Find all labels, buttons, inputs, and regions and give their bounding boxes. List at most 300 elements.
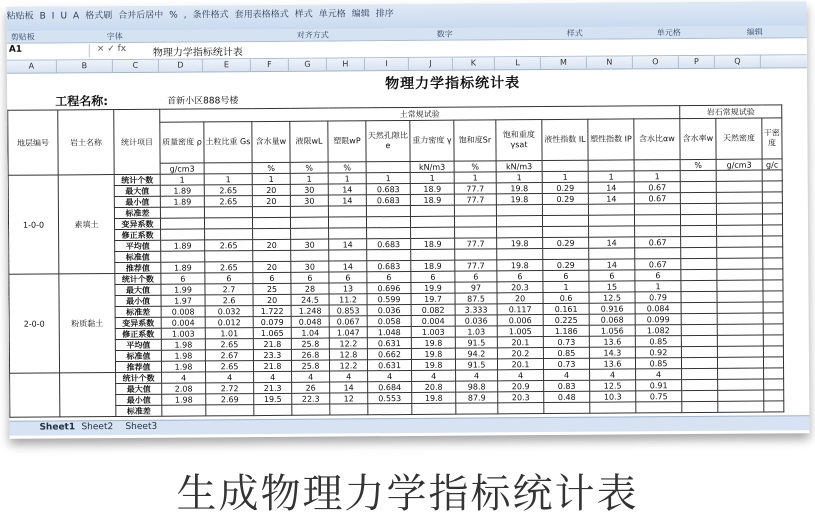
- soil-name-cell[interactable]: 粉质黏土: [59, 274, 116, 373]
- table-cell[interactable]: [161, 251, 205, 262]
- column-header[interactable]: A: [7, 60, 57, 72]
- table-cell[interactable]: 30: [290, 184, 328, 195]
- table-cell[interactable]: 0.853: [329, 305, 367, 316]
- stat-item-cell[interactable]: 统计个数: [116, 372, 162, 383]
- table-cell[interactable]: 0.85: [635, 358, 681, 369]
- table-cell[interactable]: 0.662: [367, 348, 411, 359]
- table-cell[interactable]: 14: [589, 237, 635, 248]
- table-cell[interactable]: [682, 368, 718, 379]
- table-cell[interactable]: [763, 346, 783, 357]
- table-cell[interactable]: 12: [330, 393, 368, 404]
- table-cell[interactable]: [717, 346, 763, 357]
- table-cell[interactable]: 0.683: [367, 260, 411, 271]
- table-cell[interactable]: 30: [290, 195, 328, 206]
- header-stat-item[interactable]: 统计项目: [114, 109, 160, 174]
- table-cell[interactable]: [764, 401, 784, 412]
- table-cell[interactable]: 0.631: [367, 359, 411, 370]
- table-cell[interactable]: [680, 192, 716, 203]
- table-cell[interactable]: [681, 291, 717, 302]
- table-cell[interactable]: [589, 226, 635, 237]
- table-cell[interactable]: 0.036: [367, 304, 411, 315]
- table-cell[interactable]: 20.1: [497, 359, 543, 370]
- table-cell[interactable]: 19.5: [254, 393, 292, 404]
- column-header[interactable]: K: [453, 57, 495, 69]
- header-unit[interactable]: [542, 160, 588, 171]
- header-parameter[interactable]: 重力密度 γ: [410, 120, 454, 161]
- table-cell[interactable]: 21.8: [253, 360, 291, 371]
- table-cell[interactable]: [498, 403, 544, 414]
- stat-item-cell[interactable]: 统计个数: [115, 273, 161, 284]
- table-cell[interactable]: 20: [253, 294, 291, 305]
- stat-item-cell[interactable]: 标准差: [116, 405, 162, 416]
- table-cell[interactable]: 26.8: [291, 349, 329, 360]
- table-cell[interactable]: 0.599: [367, 293, 411, 304]
- table-cell[interactable]: 0.29: [543, 237, 589, 248]
- table-cell[interactable]: [763, 269, 783, 280]
- ribbon-tool-button[interactable]: 编辑: [351, 9, 370, 20]
- table-cell[interactable]: 91.5: [455, 337, 497, 348]
- table-cell[interactable]: 1.97: [161, 295, 205, 306]
- table-cell[interactable]: [763, 258, 783, 269]
- table-cell[interactable]: [497, 227, 543, 238]
- table-cell[interactable]: [717, 302, 763, 313]
- table-cell[interactable]: 1.01: [205, 328, 253, 339]
- table-cell[interactable]: 2.65: [204, 185, 252, 196]
- header-rock-tests[interactable]: 岩石常规试验: [680, 105, 782, 119]
- header-unit[interactable]: g/cm3: [160, 163, 204, 174]
- table-cell[interactable]: 1.048: [367, 326, 411, 337]
- table-cell[interactable]: [717, 280, 763, 291]
- table-cell[interactable]: [543, 248, 589, 259]
- table-cell[interactable]: 0.068: [589, 314, 635, 325]
- table-cell[interactable]: 2.65: [205, 339, 253, 350]
- table-cell[interactable]: [717, 225, 763, 236]
- column-header[interactable]: D: [159, 59, 203, 71]
- ribbon-tool-button[interactable]: 样式: [294, 9, 313, 20]
- table-cell[interactable]: 19.8: [496, 183, 542, 194]
- header-unit[interactable]: %: [454, 161, 496, 172]
- table-cell[interactable]: [252, 206, 290, 217]
- stat-item-cell[interactable]: 标准值: [115, 350, 161, 361]
- table-cell[interactable]: 25.8: [291, 360, 329, 371]
- table-cell[interactable]: [681, 269, 717, 280]
- table-cell[interactable]: 0.067: [329, 316, 367, 327]
- column-header[interactable]: H: [327, 58, 365, 70]
- table-cell[interactable]: 77.7: [454, 194, 496, 205]
- table-cell[interactable]: 1.89: [160, 196, 204, 207]
- table-cell[interactable]: 20.3: [497, 282, 543, 293]
- table-cell[interactable]: [588, 215, 634, 226]
- table-cell[interactable]: 0.048: [291, 316, 329, 327]
- table-cell[interactable]: 1.722: [253, 305, 291, 316]
- column-header[interactable]: Q: [715, 56, 761, 68]
- table-cell[interactable]: [634, 204, 680, 215]
- table-cell[interactable]: 14: [328, 184, 366, 195]
- table-cell[interactable]: [543, 226, 589, 237]
- table-cell[interactable]: [762, 214, 782, 225]
- ribbon-tool-button[interactable]: 条件格式: [192, 10, 229, 21]
- table-cell[interactable]: [290, 217, 328, 228]
- table-cell[interactable]: [763, 280, 783, 291]
- table-cell[interactable]: 1: [328, 173, 366, 184]
- table-cell[interactable]: [762, 203, 782, 214]
- table-cell[interactable]: 87.9: [456, 392, 498, 403]
- table-cell[interactable]: 19.7: [411, 293, 455, 304]
- table-cell[interactable]: 10.3: [590, 391, 636, 402]
- table-cell[interactable]: [254, 404, 292, 415]
- table-cell[interactable]: 19.8: [497, 238, 543, 249]
- table-cell[interactable]: 2.72: [206, 383, 254, 394]
- stat-item-cell[interactable]: 最大值: [115, 284, 161, 295]
- header-soil-name[interactable]: 岩土名称: [58, 110, 114, 175]
- header-parameter[interactable]: 饱和重度 γsat: [496, 120, 542, 161]
- table-cell[interactable]: [205, 251, 253, 262]
- table-cell[interactable]: 1: [366, 172, 410, 183]
- header-unit[interactable]: kN/m3: [410, 161, 454, 172]
- table-cell[interactable]: 20.9: [498, 381, 544, 392]
- table-cell[interactable]: [329, 250, 367, 261]
- table-cell[interactable]: 4: [590, 369, 636, 380]
- ribbon-tool-button[interactable]: 合并后居中: [118, 10, 164, 22]
- column-header[interactable]: C: [113, 60, 159, 72]
- table-cell[interactable]: 0.79: [635, 292, 681, 303]
- table-cell[interactable]: 0.48: [544, 391, 590, 402]
- table-cell[interactable]: 18.9: [411, 238, 455, 249]
- table-cell[interactable]: [716, 214, 762, 225]
- table-cell[interactable]: 25: [253, 283, 291, 294]
- table-cell[interactable]: 0.67: [635, 237, 681, 248]
- table-cell[interactable]: [330, 404, 368, 415]
- table-cell[interactable]: 6: [411, 271, 455, 282]
- table-cell[interactable]: [366, 205, 410, 216]
- table-cell[interactable]: 12.5: [589, 292, 635, 303]
- table-cell[interactable]: 1.186: [543, 325, 589, 336]
- table-cell[interactable]: 2.08: [162, 383, 206, 394]
- table-cell[interactable]: 18.9: [410, 194, 454, 205]
- table-cell[interactable]: 0.67: [634, 182, 680, 193]
- table-cell[interactable]: 1.047: [329, 327, 367, 338]
- table-cell[interactable]: [718, 401, 764, 412]
- ribbon-tool-button[interactable]: %: [169, 10, 178, 21]
- stat-item-cell[interactable]: 统计个数: [114, 174, 160, 185]
- table-cell[interactable]: 1.89: [161, 262, 205, 273]
- table-cell[interactable]: 91.5: [455, 359, 497, 370]
- table-cell[interactable]: [717, 258, 763, 269]
- stat-item-cell[interactable]: 最小值: [114, 196, 160, 207]
- stat-item-cell[interactable]: 变异系数: [115, 317, 161, 328]
- table-cell[interactable]: 4: [330, 371, 368, 382]
- column-header[interactable]: L: [495, 57, 541, 69]
- table-cell[interactable]: 1.98: [161, 361, 205, 372]
- table-cell[interactable]: 30: [291, 239, 329, 250]
- table-cell[interactable]: [682, 379, 718, 390]
- table-cell[interactable]: 0.079: [253, 316, 291, 327]
- table-cell[interactable]: [762, 170, 782, 181]
- table-cell[interactable]: [764, 368, 784, 379]
- header-unit[interactable]: %: [252, 162, 290, 173]
- column-header[interactable]: J: [409, 58, 453, 70]
- table-cell[interactable]: [454, 205, 496, 216]
- table-cell[interactable]: 4: [368, 370, 412, 381]
- table-cell[interactable]: [366, 216, 410, 227]
- table-cell[interactable]: [204, 218, 252, 229]
- table-cell[interactable]: [681, 236, 717, 247]
- table-cell[interactable]: 30: [291, 261, 329, 272]
- table-cell[interactable]: 97: [455, 282, 497, 293]
- table-cell[interactable]: [680, 214, 716, 225]
- table-cell[interactable]: 6: [589, 270, 635, 281]
- table-cell[interactable]: 0.85: [543, 347, 589, 358]
- name-box[interactable]: A1: [9, 44, 90, 58]
- table-cell[interactable]: [497, 249, 543, 260]
- table-cell[interactable]: 11.2: [329, 294, 367, 305]
- table-cell[interactable]: 4: [636, 369, 682, 380]
- table-cell[interactable]: 0.117: [497, 304, 543, 315]
- table-cell[interactable]: [682, 390, 718, 401]
- table-cell[interactable]: 0.73: [543, 358, 589, 369]
- stat-item-cell[interactable]: 标准差: [115, 306, 161, 317]
- table-cell[interactable]: 0.553: [368, 392, 412, 403]
- column-header[interactable]: E: [203, 59, 251, 71]
- table-cell[interactable]: [681, 357, 717, 368]
- table-cell[interactable]: 0.29: [542, 182, 588, 193]
- column-header[interactable]: G: [289, 59, 327, 71]
- table-cell[interactable]: 0.83: [544, 380, 590, 391]
- table-cell[interactable]: 77.7: [455, 260, 497, 271]
- header-parameter[interactable]: 质量密度 ρ: [160, 122, 204, 163]
- column-header[interactable]: I: [365, 58, 409, 70]
- table-cell[interactable]: 20.8: [412, 381, 456, 392]
- table-cell[interactable]: [162, 405, 206, 416]
- table-cell[interactable]: 2.6: [205, 295, 253, 306]
- table-cell[interactable]: [681, 280, 717, 291]
- table-cell[interactable]: 1: [290, 173, 328, 184]
- header-unit[interactable]: [634, 160, 680, 171]
- table-cell[interactable]: 24.5: [291, 294, 329, 305]
- table-cell[interactable]: 0.85: [635, 336, 681, 347]
- table-cell[interactable]: 1.005: [497, 326, 543, 337]
- table-cell[interactable]: 1.003: [161, 328, 205, 339]
- header-parameter[interactable]: 液性指数 IL: [542, 119, 588, 160]
- table-cell[interactable]: 1: [635, 281, 681, 292]
- header-parameter[interactable]: 含水量w: [252, 121, 290, 162]
- table-cell[interactable]: [681, 302, 717, 313]
- table-cell[interactable]: [717, 313, 763, 324]
- stat-item-cell[interactable]: 修正系数: [115, 328, 161, 339]
- ribbon-tool-button[interactable]: U: [60, 11, 68, 22]
- table-cell[interactable]: 0.032: [205, 306, 253, 317]
- table-cell[interactable]: 14.3: [589, 347, 635, 358]
- table-cell[interactable]: [542, 204, 588, 215]
- table-cell[interactable]: 25.8: [291, 338, 329, 349]
- table-cell[interactable]: [253, 250, 291, 261]
- table-cell[interactable]: [367, 227, 411, 238]
- table-cell[interactable]: [717, 269, 763, 280]
- table-cell[interactable]: [763, 313, 783, 324]
- table-cell[interactable]: [764, 390, 784, 401]
- table-cell[interactable]: 19.8: [497, 260, 543, 271]
- table-cell[interactable]: 20.2: [497, 348, 543, 359]
- header-unit[interactable]: g/cm3: [716, 159, 762, 170]
- table-cell[interactable]: [542, 215, 588, 226]
- table-cell[interactable]: [291, 250, 329, 261]
- table-cell[interactable]: 20: [253, 261, 291, 272]
- table-cell[interactable]: 0.004: [161, 317, 205, 328]
- table-cell[interactable]: [763, 291, 783, 302]
- table-cell[interactable]: [544, 402, 590, 413]
- column-header[interactable]: B: [57, 60, 113, 72]
- column-header[interactable]: M: [541, 57, 587, 69]
- table-cell[interactable]: 22.3: [292, 393, 330, 404]
- table-cell[interactable]: 1.003: [411, 326, 455, 337]
- table-cell[interactable]: [763, 247, 783, 258]
- table-cell[interactable]: [206, 405, 254, 416]
- table-cell[interactable]: 1: [496, 172, 542, 183]
- stat-item-cell[interactable]: 推荐值: [115, 361, 161, 372]
- table-cell[interactable]: 1.98: [162, 394, 206, 405]
- table-cell[interactable]: [716, 203, 762, 214]
- table-cell[interactable]: 18.9: [410, 183, 454, 194]
- table-cell[interactable]: 6: [497, 271, 543, 282]
- formula-input[interactable]: 物理力学指标统计表: [152, 47, 243, 59]
- table-cell[interactable]: 14: [588, 193, 634, 204]
- header-parameter[interactable]: 塑限wP: [328, 121, 366, 162]
- table-cell[interactable]: 0.75: [636, 391, 682, 402]
- table-cell[interactable]: 1: [634, 171, 680, 182]
- table-cell[interactable]: 4: [292, 371, 330, 382]
- table-cell[interactable]: 13: [329, 283, 367, 294]
- table-cell[interactable]: 1.065: [253, 327, 291, 338]
- sheet-tab[interactable]: Sheet2: [81, 422, 114, 433]
- table-cell[interactable]: 20.3: [498, 392, 544, 403]
- table-cell[interactable]: 0.916: [589, 303, 635, 314]
- table-cell[interactable]: 0.225: [543, 314, 589, 325]
- layer-number-cell[interactable]: 2-0-0: [9, 274, 60, 373]
- table-cell[interactable]: 0.696: [367, 282, 411, 293]
- sheet-tab[interactable]: Sheet3: [125, 421, 158, 432]
- table-cell[interactable]: 0.683: [366, 183, 410, 194]
- stat-item-cell[interactable]: 推荐值: [115, 262, 161, 273]
- table-cell[interactable]: 0.683: [366, 194, 410, 205]
- table-cell[interactable]: [763, 335, 783, 346]
- table-cell[interactable]: 12.2: [329, 360, 367, 371]
- header-unit[interactable]: [366, 161, 410, 172]
- stat-item-cell[interactable]: 最大值: [116, 383, 162, 394]
- table-cell[interactable]: [762, 181, 782, 192]
- table-cell[interactable]: 0.91: [636, 380, 682, 391]
- table-cell[interactable]: 19.8: [411, 348, 455, 359]
- table-cell[interactable]: 6: [329, 272, 367, 283]
- stat-item-cell[interactable]: 修正系数: [115, 229, 161, 240]
- table-cell[interactable]: 0.73: [543, 336, 589, 347]
- table-cell[interactable]: 6: [543, 270, 589, 281]
- table-cell[interactable]: [410, 216, 454, 227]
- table-cell[interactable]: [680, 170, 716, 181]
- table-cell[interactable]: 0.684: [368, 381, 412, 392]
- ribbon-tool-button[interactable]: 套用表格格式: [234, 9, 289, 21]
- header-unit[interactable]: [204, 163, 252, 174]
- stat-item-cell[interactable]: 平均值: [115, 240, 161, 251]
- table-cell[interactable]: [161, 229, 205, 240]
- header-unit[interactable]: %: [290, 162, 328, 173]
- header-unit[interactable]: [588, 160, 634, 171]
- stat-item-cell[interactable]: 变异系数: [114, 218, 160, 229]
- table-cell[interactable]: 14: [330, 382, 368, 393]
- header-parameter[interactable]: 干密度: [762, 118, 782, 159]
- table-cell[interactable]: [717, 291, 763, 302]
- table-cell[interactable]: [635, 248, 681, 259]
- table-cell[interactable]: 1: [160, 174, 204, 185]
- table-cell[interactable]: [763, 225, 783, 236]
- table-cell[interactable]: 6: [205, 273, 253, 284]
- table-cell[interactable]: 12.5: [590, 380, 636, 391]
- table-cell[interactable]: 14: [329, 261, 367, 272]
- table-cell[interactable]: [717, 357, 763, 368]
- table-cell[interactable]: [368, 403, 412, 414]
- table-cell[interactable]: [411, 249, 455, 260]
- column-header[interactable]: P: [679, 56, 715, 68]
- table-cell[interactable]: [412, 403, 456, 414]
- header-parameter[interactable]: 土粒比重 Gs: [204, 122, 252, 163]
- table-cell[interactable]: 0.058: [367, 315, 411, 326]
- table-cell[interactable]: 1.056: [589, 325, 635, 336]
- table-cell[interactable]: 20: [252, 184, 290, 195]
- table-cell[interactable]: [455, 249, 497, 260]
- table-cell[interactable]: 23.3: [253, 349, 291, 360]
- table-cell[interactable]: 1: [204, 174, 252, 185]
- header-layer-number[interactable]: 地层编号: [8, 110, 58, 175]
- table-cell[interactable]: 2.65: [204, 196, 252, 207]
- table-cell[interactable]: 13.6: [589, 358, 635, 369]
- table-cell[interactable]: 4: [498, 370, 544, 381]
- table-cell[interactable]: 1: [543, 281, 589, 292]
- table-cell[interactable]: 1.248: [291, 305, 329, 316]
- table-cell[interactable]: [681, 225, 717, 236]
- header-parameter[interactable]: 饱和度Sr: [454, 120, 496, 161]
- table-cell[interactable]: 6: [291, 272, 329, 283]
- table-cell[interactable]: 21.8: [253, 338, 291, 349]
- table-cell[interactable]: 2.65: [205, 262, 253, 273]
- table-cell[interactable]: [410, 205, 454, 216]
- table-cell[interactable]: [764, 379, 784, 390]
- table-cell[interactable]: [496, 216, 542, 227]
- table-cell[interactable]: [681, 247, 717, 258]
- table-cell[interactable]: 19.8: [496, 194, 542, 205]
- soil-name-cell[interactable]: [60, 373, 116, 417]
- table-cell[interactable]: [682, 401, 718, 412]
- table-cell[interactable]: [635, 226, 681, 237]
- table-cell[interactable]: [763, 236, 783, 247]
- table-cell[interactable]: 26: [292, 382, 330, 393]
- table-cell[interactable]: 6: [455, 271, 497, 282]
- table-cell[interactable]: [588, 204, 634, 215]
- table-cell[interactable]: 0.008: [161, 306, 205, 317]
- table-cell[interactable]: [455, 227, 497, 238]
- table-cell[interactable]: 19.8: [411, 337, 455, 348]
- table-cell[interactable]: 0.683: [367, 238, 411, 249]
- table-cell[interactable]: 19.8: [412, 392, 456, 403]
- table-cell[interactable]: 0.67: [634, 193, 680, 204]
- stat-item-cell[interactable]: 标准值: [115, 251, 161, 262]
- stat-item-cell[interactable]: 最大值: [114, 185, 160, 196]
- table-cell[interactable]: 1: [454, 172, 496, 183]
- table-cell[interactable]: 0.004: [411, 315, 455, 326]
- table-cell[interactable]: 6: [367, 271, 411, 282]
- table-cell[interactable]: 6: [635, 270, 681, 281]
- stat-item-cell[interactable]: 最小值: [115, 295, 161, 306]
- layer-number-cell[interactable]: [10, 373, 60, 417]
- table-cell[interactable]: 77.7: [455, 238, 497, 249]
